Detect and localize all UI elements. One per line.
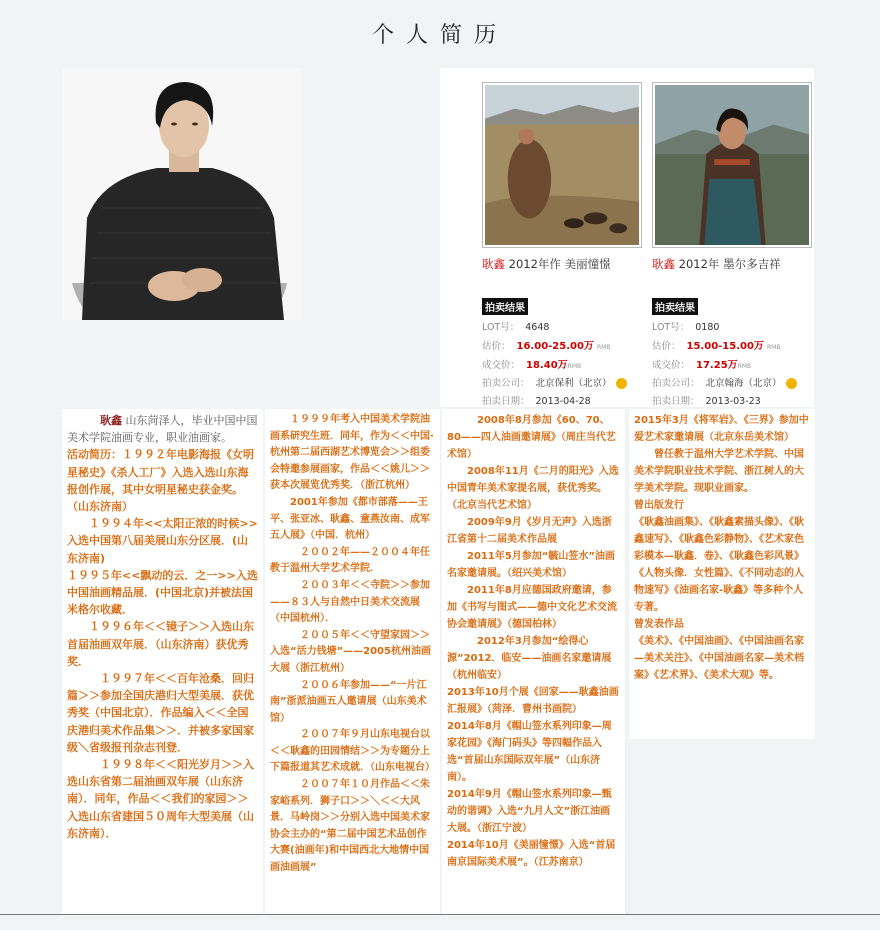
bio-column-2 <box>265 409 440 915</box>
bio-entry: １９９４年<<太阳正浓的时候>>入选中国第八届美展山东分区展．(山东济南) <box>67 517 258 565</box>
lot-caption <box>652 256 814 272</box>
auction-house: 北京保利（北京） <box>535 378 612 389</box>
estimate-label: 估价： <box>482 341 511 352</box>
price-value: 17.25万 <box>696 360 738 371</box>
bio-entry: 2013年10月个展《回家——耿鑫油画汇报展》（菏泽．曹州书画院） <box>447 687 619 715</box>
artist-name: 耿鑫 <box>100 414 122 427</box>
auction-house-label: 拍卖公司： <box>652 378 700 389</box>
lot-title: 2012年作 美丽憧憬 <box>505 257 611 271</box>
page-title: 个人简历 <box>371 23 508 48</box>
estimate-label: 估价： <box>652 341 681 352</box>
bio-entry: ２００３年＜＜寺院＞＞参加——８３人与自然中日美术交流展（中国杭州）． <box>270 579 430 625</box>
painting-thumbnail[interactable] <box>482 82 642 248</box>
bio-column-3 <box>442 409 625 915</box>
bio-entry: １９９８年＜＜阳光岁月＞＞入选山东省第二届油画双年展（山东济南）．同年，作品＜＜我们的家园＞＞入选山东省建国５０周年大型美展（山东济南）． <box>67 758 254 840</box>
bio-entry: ２００５年＜＜守望家园＞＞入选“活力钱塘”——2005杭州油画大展（浙江杭州） <box>270 629 431 674</box>
auction-date-label: 拍卖日期： <box>652 396 700 407</box>
auction-house-label: 拍卖公司： <box>482 378 530 389</box>
estimate-value: 15.00-15.00万 <box>686 341 764 352</box>
auction-result-tag: 拍卖结果 <box>652 298 698 315</box>
auction-results-panel <box>440 68 814 407</box>
estimate-value: 16.00-25.00万 <box>516 341 594 352</box>
bio-entry: 《美术》、《中国油画》、《中国油画名家—美术关注》、《中国油画名家—美术档案》《艺术界》、《美术大观》等。 <box>634 636 804 681</box>
lot-title: 2012年 墨尔多吉祥 <box>675 257 781 271</box>
bio-entry: ２００７年１０月作品＜＜朱家峪系列．狮子口＞＞＼＜＜大风景．马岭岗＞＞分别入选中国美术家协会主办的“第二届中国艺术品创作大赛(油画年)和中国西北大地情中国画油画展” <box>270 779 430 874</box>
bio-entry: １９９５年<<飘动的云．之一>>入选中国油画精品展．(中国北京)并被法国米格尔收藏． <box>67 568 258 617</box>
price-value: 18.40万 <box>526 360 568 371</box>
bio-column-4 <box>629 409 815 739</box>
lot-number-label: LOT号： <box>482 322 520 333</box>
bio-entry: 2011年5月参加“毓山签水”油画名家邀请展。（绍兴美术馆） <box>447 551 615 579</box>
bio-entry: 2015年3月《将军岩》、《三界》参加中爱艺术家邀请展（北京东岳美术馆） <box>634 415 809 443</box>
lot-number-label: LOT号： <box>652 322 690 333</box>
bio-entry: 2012年3月参加“绘得心源”2012．临安——油画名家邀请展（杭州临安） <box>447 636 612 681</box>
auction-date-label: 拍卖日期： <box>482 396 530 407</box>
bio-entry: ２００２年——２００４年任教于温州大学艺术学院． <box>270 546 430 575</box>
bio-entry: 2014年10月《美丽憧憬》入选“首届南京国际美术展”。（江苏南京） <box>447 840 616 868</box>
currency-unit: RMB <box>737 363 752 370</box>
bio-entry: １９９７年＜＜百年沧桑．回归篇＞＞参加全国庆港归大型美展．获优秀奖（中国北京）．作品编入＜＜全国庆港归美术作品集＞＞．并被多家国家级＼省级报刊杂志刊登． <box>67 672 254 754</box>
auction-result-tag: 拍卖结果 <box>482 298 528 315</box>
bio-entry: 《耿鑫油画集》、《耿鑫素描头像》、《耿鑫速写》、《耿鑫色彩静物》、《艺术家色彩模本—耿鑫．卷》、《耿鑫色彩风景》《人物头像．女性篇》、《不同动态的人物速写》《油画名家-耿鑫》等多种个人专著。 <box>634 517 804 613</box>
currency-unit: RMB <box>766 344 781 351</box>
auction-date: 2013-04-28 <box>535 396 591 407</box>
currency-unit: RMB <box>596 344 611 351</box>
bio-section-heading: 曾出版发行 <box>634 500 684 511</box>
auction-date: 2013-03-23 <box>705 396 761 407</box>
bio-entry: １９９９年考入中国美术学院油画系研究生班．同年，作为＜＜中国·杭州第二届西湖艺术博览会＞＞组委会特邀参展画家，作品＜＜姚儿＞＞获本次展览优秀奖．（浙江杭州） <box>270 414 434 492</box>
artist-portrait <box>62 68 301 320</box>
bio-entry: 活动简历：１９９２年电影海报《女明星秘史》《杀人工厂》入选入选山东海报创作展，其中女明星秘史获金奖。（山东济南） <box>67 448 254 514</box>
bio-entry: 曾任教于温州大学艺术学院、中国美术学院职业技术学院、浙江树人的大学美术学院。现职业画家。 <box>634 449 804 494</box>
bio-column-1 <box>62 409 263 915</box>
bio-entry: ２００７年９月山东电视台以＜＜耿鑫的田园情结＞＞为专题分上下篇报道其艺术成就．（山东电视台） <box>270 729 435 774</box>
verified-badge-icon <box>786 378 797 389</box>
price-label: 成交价： <box>482 360 521 371</box>
lot-number: 4648 <box>525 322 550 333</box>
bio-entry: 2008年11月《二月的阳光》入选中国青年美术家提名展，获优秀奖。（北京当代艺术馆） <box>447 466 619 511</box>
bio-section-heading: 曾发表作品 <box>634 619 684 630</box>
bio-entry: ２００６年参加——“一片江南”浙派油画五人邀请展（山东美术馆） <box>270 679 427 724</box>
divider <box>0 914 880 915</box>
auction-lot-card <box>482 82 644 407</box>
auction-house: 北京翰海（北京） <box>705 378 782 389</box>
lot-number: 0180 <box>695 322 720 333</box>
verified-badge-icon <box>616 378 627 389</box>
bio-entry: 2009年9月《岁月无声》入选浙江省第十二届美术作品展 <box>447 517 612 545</box>
price-label: 成交价： <box>652 360 691 371</box>
bio-entry: １９９６年＜＜镜子＞＞入选山东首届油画双年展．（山东济南）获优秀奖． <box>67 620 254 668</box>
currency-unit: RMB <box>567 363 582 370</box>
bio-entry: 2008年8月参加《60、70、80——四人油画邀请展》（周庄当代艺术馆） <box>447 415 616 460</box>
bio-entry: 2011年8月应德国政府邀请，参加《书写与图式——德中文化艺术交流协会邀请展》（德国柏林） <box>447 585 617 630</box>
bio-entry: 2001年参加《都市部落——王平、张亚冰、耿鑫、童燕汝南、成军五人展》（中国．杭州） <box>270 496 430 542</box>
auction-lot-card <box>652 82 814 407</box>
bio-intro <box>67 412 258 446</box>
lot-artist: 耿鑫 <box>482 257 505 271</box>
lot-artist: 耿鑫 <box>652 257 675 271</box>
bio-entry: 2014年9月《帽山签水系列印象—甄动的谐调》入选“九月人文”浙江油画大展。（浙江宁波） <box>447 789 612 834</box>
bio-entry: 2014年8月《帽山签水系列印象—周家花园》《海门码头》等四幅作品入选“首届山东国际双年展”（山东济南）。 <box>447 721 612 783</box>
painting-thumbnail[interactable] <box>652 82 812 248</box>
lot-caption <box>482 256 644 272</box>
artist-intro: 山东菏泽人，毕业中国中国美术学院油画专业，职业油画家。 <box>67 414 258 445</box>
